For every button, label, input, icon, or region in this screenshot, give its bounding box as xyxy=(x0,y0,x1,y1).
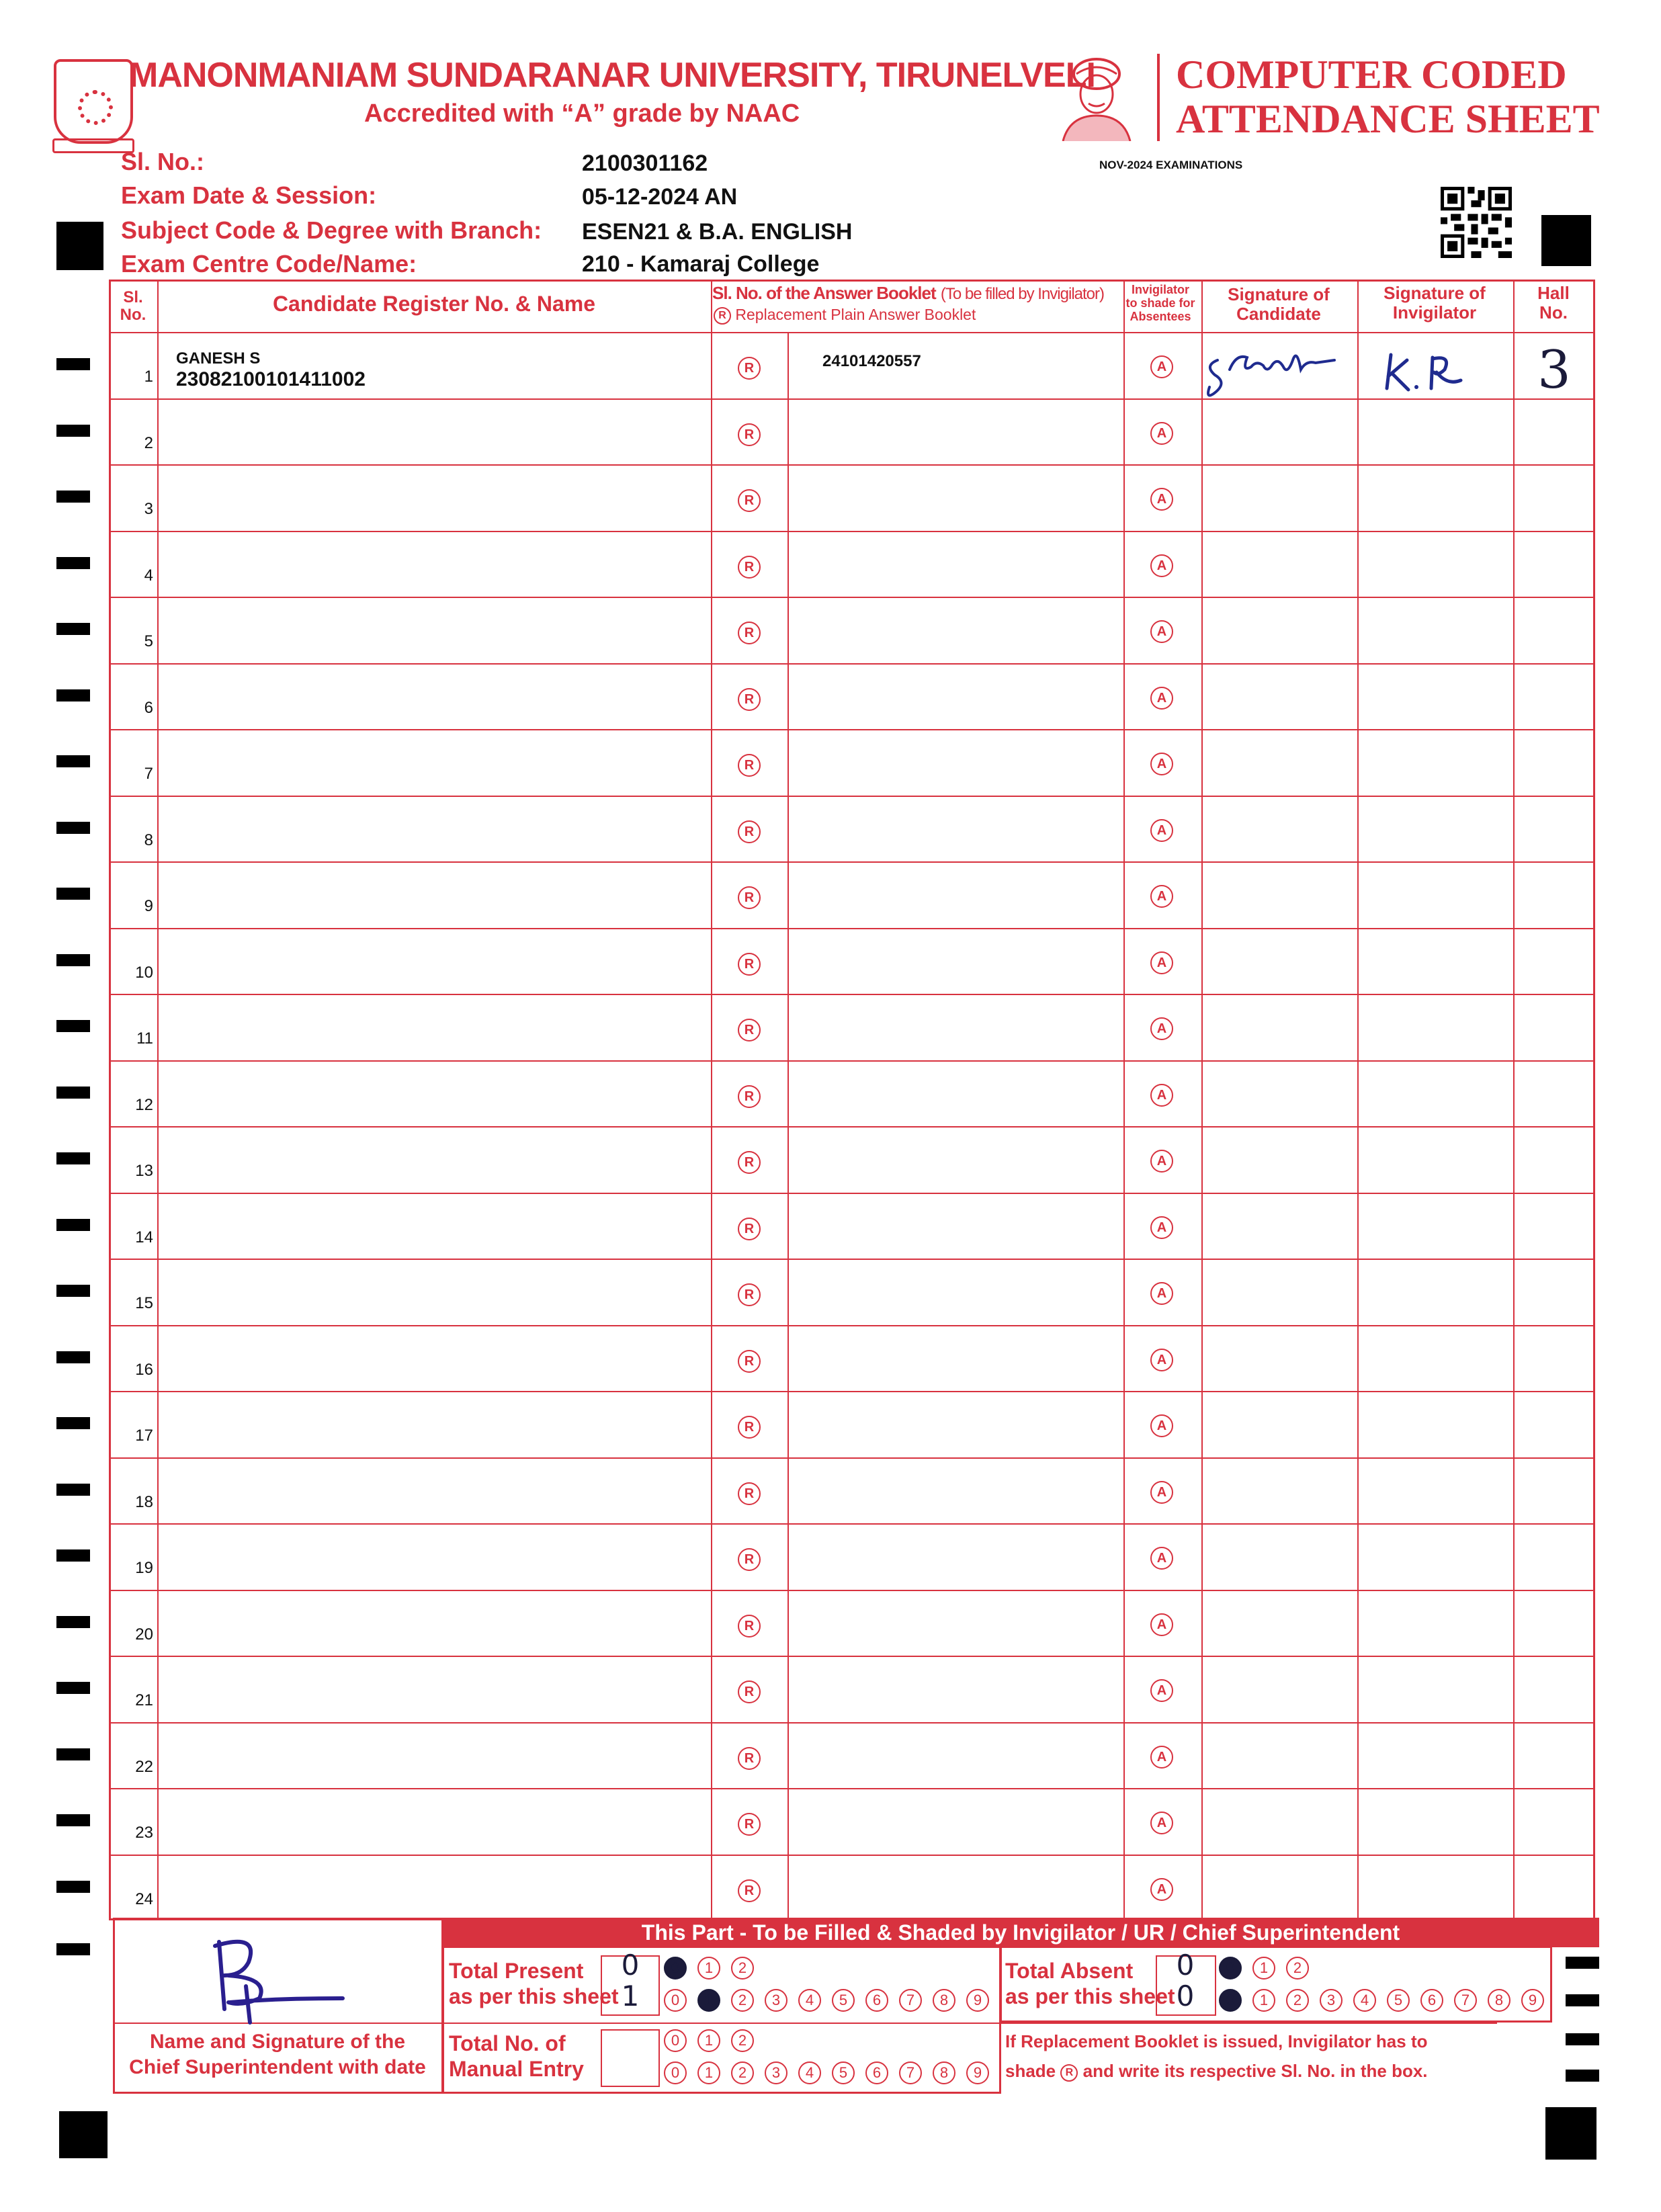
replacement-bubble[interactable]: R xyxy=(738,556,761,579)
digit-bubble[interactable]: 6 xyxy=(865,1989,888,2012)
absent-bubble[interactable]: A xyxy=(1150,1017,1173,1040)
qr-code-icon xyxy=(1441,187,1512,258)
replacement-bubble[interactable]: R xyxy=(738,1615,761,1637)
timing-mark xyxy=(56,689,90,701)
row-number: 16 xyxy=(135,1360,153,1379)
exam-date-value: 05-12-2024 AN xyxy=(582,184,738,210)
replacement-bubble[interactable]: R xyxy=(738,820,761,843)
timing-mark xyxy=(56,1748,90,1760)
timing-mark xyxy=(56,755,90,767)
row-number: 4 xyxy=(144,566,153,585)
absent-bubble[interactable]: A xyxy=(1150,687,1173,710)
timing-mark xyxy=(56,1087,90,1099)
digit-bubble[interactable]: 0 xyxy=(1219,1989,1242,2012)
absent-bubble[interactable]: A xyxy=(1150,1613,1173,1636)
row-number: 1 xyxy=(144,368,153,386)
candidate-name: GANESH S xyxy=(176,349,261,368)
absent-bubble[interactable]: A xyxy=(1150,885,1173,908)
replacement-bubble[interactable]: R xyxy=(738,1416,761,1439)
timing-mark xyxy=(56,888,90,900)
timing-mark xyxy=(56,1285,90,1297)
replacement-bubble[interactable]: R xyxy=(738,357,761,380)
replacement-bubble[interactable]: R xyxy=(738,688,761,711)
absent-bubble[interactable]: A xyxy=(1150,1084,1173,1107)
total-present-label: Total Present as per this sheet xyxy=(449,1959,619,2008)
row-number: 11 xyxy=(136,1029,153,1048)
timing-mark xyxy=(56,358,90,370)
digit-bubble[interactable]: 3 xyxy=(1320,1989,1343,2012)
row-number: 2 xyxy=(144,433,153,452)
invigilator-section-banner: This Part - To be Filled & Shaded by Invigilator / UR / Chief Superintendent xyxy=(442,1918,1599,1947)
founder-portrait-icon xyxy=(1056,54,1137,141)
row-number: 24 xyxy=(135,1889,153,1908)
timing-mark xyxy=(56,1616,90,1628)
digit-bubble[interactable]: 4 xyxy=(1353,1989,1376,2012)
row-number: 10 xyxy=(135,963,153,982)
absent-bubble[interactable]: A xyxy=(1150,1812,1173,1834)
answer-booklet-no: 24101420557 xyxy=(822,352,921,370)
timing-mark xyxy=(56,1417,90,1429)
digit-bubble[interactable]: 4 xyxy=(798,2061,821,2084)
exam-period: NOV-2024 EXAMINATIONS xyxy=(1099,159,1243,171)
university-name: MANONMANIAM SUNDARANAR UNIVERSITY, TIRUNELVELI xyxy=(129,56,1095,95)
manual-entry-box[interactable] xyxy=(601,2029,660,2087)
row-number: 17 xyxy=(135,1427,153,1445)
digit-bubble[interactable]: 0 xyxy=(664,2029,687,2052)
row-number: 7 xyxy=(144,765,153,783)
replacement-symbol-icon: R xyxy=(1060,2064,1078,2082)
absent-bubble[interactable]: A xyxy=(1150,1150,1173,1173)
digit-bubble[interactable]: 5 xyxy=(832,1989,855,2012)
digit-bubble[interactable]: 8 xyxy=(1488,1989,1510,2012)
replacement-bubble[interactable]: R xyxy=(738,1879,761,1902)
row-number: 23 xyxy=(135,1824,153,1842)
digit-bubble[interactable]: 9 xyxy=(1521,1989,1544,2012)
timing-mark xyxy=(56,1881,90,1893)
timing-mark xyxy=(56,954,90,966)
digit-bubble[interactable]: 3 xyxy=(765,1989,787,2012)
absent-bubble[interactable]: A xyxy=(1150,1216,1173,1239)
digit-bubble[interactable]: 1 xyxy=(1252,1957,1275,1980)
digit-bubble[interactable]: 5 xyxy=(832,2061,855,2084)
absent-bubble[interactable]: A xyxy=(1150,819,1173,842)
digit-bubble[interactable]: 1 xyxy=(697,2029,720,2052)
replacement-bubble[interactable]: R xyxy=(738,1151,761,1174)
replacement-bubble[interactable]: R xyxy=(738,423,761,446)
timing-mark xyxy=(56,1549,90,1562)
header-candidate: Candidate Register No. & Name xyxy=(272,292,596,316)
replacement-bubble[interactable]: R xyxy=(738,1019,761,1041)
replacement-bubble[interactable]: R xyxy=(738,1482,761,1505)
exam-date-label: Exam Date & Session: xyxy=(121,181,377,209)
absent-bubble[interactable]: A xyxy=(1150,1679,1173,1702)
header-signature-invigilator: Signature of Invigilator xyxy=(1383,283,1486,323)
digit-bubble[interactable]: 6 xyxy=(1420,1989,1443,2012)
row-number: 14 xyxy=(135,1228,153,1246)
hall-no-handwritten: 3 xyxy=(1537,340,1571,400)
timing-mark xyxy=(56,1682,90,1694)
replacement-bubble[interactable]: R xyxy=(738,1548,761,1571)
absent-bubble[interactable]: A xyxy=(1150,1414,1173,1437)
timing-mark xyxy=(56,623,90,635)
timing-mark xyxy=(56,1020,90,1032)
row-number: 21 xyxy=(135,1691,153,1710)
candidate-signature xyxy=(1203,340,1344,405)
absent-bubble[interactable]: A xyxy=(1150,422,1173,445)
digit-bubble[interactable]: 6 xyxy=(865,2061,888,2084)
timing-mark xyxy=(56,822,90,834)
replacement-bubble[interactable]: R xyxy=(738,886,761,909)
absent-bubble[interactable]: A xyxy=(1150,554,1173,577)
digit-bubble[interactable]: 2 xyxy=(731,2061,754,2084)
digit-bubble[interactable]: 1 xyxy=(697,2061,720,2084)
row-number: 8 xyxy=(144,831,153,849)
centre-label: Exam Centre Code/Name: xyxy=(121,250,417,278)
digit-bubble[interactable]: 2 xyxy=(1286,1989,1309,2012)
row-number: 6 xyxy=(144,698,153,717)
centre-value: 210 - Kamaraj College xyxy=(582,251,820,277)
replacement-bubble[interactable]: R xyxy=(738,1283,761,1306)
university-logo xyxy=(54,59,133,144)
timing-mark xyxy=(56,425,90,437)
timing-mark xyxy=(56,1814,90,1826)
replacement-bubble[interactable]: R xyxy=(738,622,761,644)
digit-bubble[interactable]: 0 xyxy=(1219,1957,1242,1980)
chief-superintendent-label: Name and Signature of the Chief Superintendent with date xyxy=(129,2031,426,2078)
attendance-table xyxy=(109,280,1595,1920)
digit-bubble[interactable]: 8 xyxy=(933,1989,955,2012)
subject-label: Subject Code & Degree with Branch: xyxy=(121,216,542,244)
manual-entry-label: Total No. of Manual Entry xyxy=(449,2031,584,2081)
digit-bubble[interactable]: 2 xyxy=(731,1989,754,2012)
chief-superintendent-signature xyxy=(195,1928,356,2029)
header-hall-no: Hall No. xyxy=(1537,283,1570,323)
digit-bubble[interactable]: 2 xyxy=(1286,1957,1309,1980)
absent-bubble[interactable]: A xyxy=(1150,1746,1173,1769)
digit-bubble[interactable]: 1 xyxy=(1252,1989,1275,2012)
digit-bubble[interactable]: 2 xyxy=(731,2029,754,2052)
row-number: 13 xyxy=(135,1162,153,1181)
total-absent-label: Total Absent as per this sheet xyxy=(1005,1959,1175,2008)
timing-mark xyxy=(56,1351,90,1363)
sheet-title: COMPUTER CODED ATTENDANCE SHEET xyxy=(1176,52,1600,141)
row-number: 9 xyxy=(144,897,153,916)
timing-mark xyxy=(56,1943,90,1955)
absent-bubble[interactable]: A xyxy=(1150,355,1173,378)
replacement-bubble[interactable]: R xyxy=(738,1747,761,1770)
digit-bubble[interactable]: 0 xyxy=(664,1989,687,2012)
replacement-bubble[interactable]: R xyxy=(738,1681,761,1703)
accreditation-text: Accredited with “A” grade by NAAC xyxy=(364,99,800,128)
header-replacement: R Replacement Plain Answer Booklet xyxy=(714,306,1123,326)
timing-mark xyxy=(56,1484,90,1496)
candidate-register-no: 23082100101411002 xyxy=(176,368,366,390)
digit-bubble[interactable]: 1 xyxy=(697,1957,720,1980)
replacement-bubble[interactable]: R xyxy=(738,1350,761,1373)
row-number: 22 xyxy=(135,1757,153,1776)
replacement-note-line2: shade R and write its respective Sl. No. in the box. xyxy=(1005,2061,1428,2081)
digit-bubble[interactable]: 8 xyxy=(933,2061,955,2084)
digit-bubble[interactable]: 7 xyxy=(899,1989,922,2012)
sl-no-label: Sl. No.: xyxy=(121,148,204,175)
replacement-bubble[interactable]: R xyxy=(738,489,761,512)
absent-bubble[interactable]: A xyxy=(1150,1878,1173,1901)
row-number: 3 xyxy=(144,500,153,519)
absent-bubble[interactable]: A xyxy=(1150,1282,1173,1305)
absent-bubble[interactable]: A xyxy=(1150,1481,1173,1504)
absent-bubble[interactable]: A xyxy=(1150,1547,1173,1570)
digit-bubble[interactable]: 5 xyxy=(1387,1989,1410,2012)
timing-mark xyxy=(56,491,90,503)
replacement-bubble[interactable]: R xyxy=(738,953,761,976)
digit-bubble[interactable]: 3 xyxy=(765,2061,787,2084)
absent-bubble[interactable]: A xyxy=(1150,620,1173,643)
total-absent-written: 0 0 xyxy=(1176,1949,1195,2012)
sl-no-value: 2100301162 xyxy=(582,151,708,176)
replacement-bubble[interactable]: R xyxy=(738,1218,761,1240)
digit-bubble[interactable]: 9 xyxy=(966,2061,989,2084)
digit-bubble[interactable]: 1 xyxy=(697,1989,720,2012)
absent-bubble[interactable]: A xyxy=(1150,1349,1173,1371)
total-present-written: 0 1 xyxy=(621,1949,640,2012)
digit-bubble[interactable]: 2 xyxy=(731,1957,754,1980)
replacement-bubble[interactable]: R xyxy=(738,1813,761,1836)
absent-bubble[interactable]: A xyxy=(1150,488,1173,511)
header-sl-no: Sl. No. xyxy=(120,288,146,325)
digit-bubble[interactable]: 4 xyxy=(798,1989,821,2012)
digit-bubble[interactable]: 7 xyxy=(899,2061,922,2084)
timing-mark xyxy=(56,1219,90,1231)
digit-bubble[interactable]: 0 xyxy=(664,1957,687,1980)
row-number: 20 xyxy=(135,1625,153,1644)
header-signature-candidate: Signature of Candidate xyxy=(1228,284,1330,324)
header-booklet: Sl. No. of the Answer Booklet (To be filled by Invigilator) xyxy=(712,283,1104,303)
row-number: 5 xyxy=(144,632,153,651)
subject-value: ESEN21 & B.A. ENGLISH xyxy=(582,219,853,245)
row-number: 19 xyxy=(135,1559,153,1578)
timing-mark xyxy=(56,1152,90,1164)
row-number: 18 xyxy=(135,1492,153,1511)
digit-bubble[interactable]: 9 xyxy=(966,1989,989,2012)
replacement-bubble[interactable]: R xyxy=(738,754,761,777)
timing-mark xyxy=(56,557,90,569)
replacement-note-line1: If Replacement Booklet is issued, Invigilator has to xyxy=(1005,2031,1428,2051)
absent-bubble[interactable]: A xyxy=(1150,951,1173,974)
absent-bubble[interactable]: A xyxy=(1150,753,1173,775)
invigilator-signature xyxy=(1377,341,1478,399)
digit-bubble[interactable]: 0 xyxy=(664,2061,687,2084)
replacement-bubble[interactable]: R xyxy=(738,1085,761,1108)
row-number: 12 xyxy=(135,1095,153,1114)
row-number: 15 xyxy=(135,1294,153,1313)
digit-bubble[interactable]: 7 xyxy=(1454,1989,1477,2012)
header-invigilator-shade: Invigilator to shade for Absentees xyxy=(1125,283,1195,323)
